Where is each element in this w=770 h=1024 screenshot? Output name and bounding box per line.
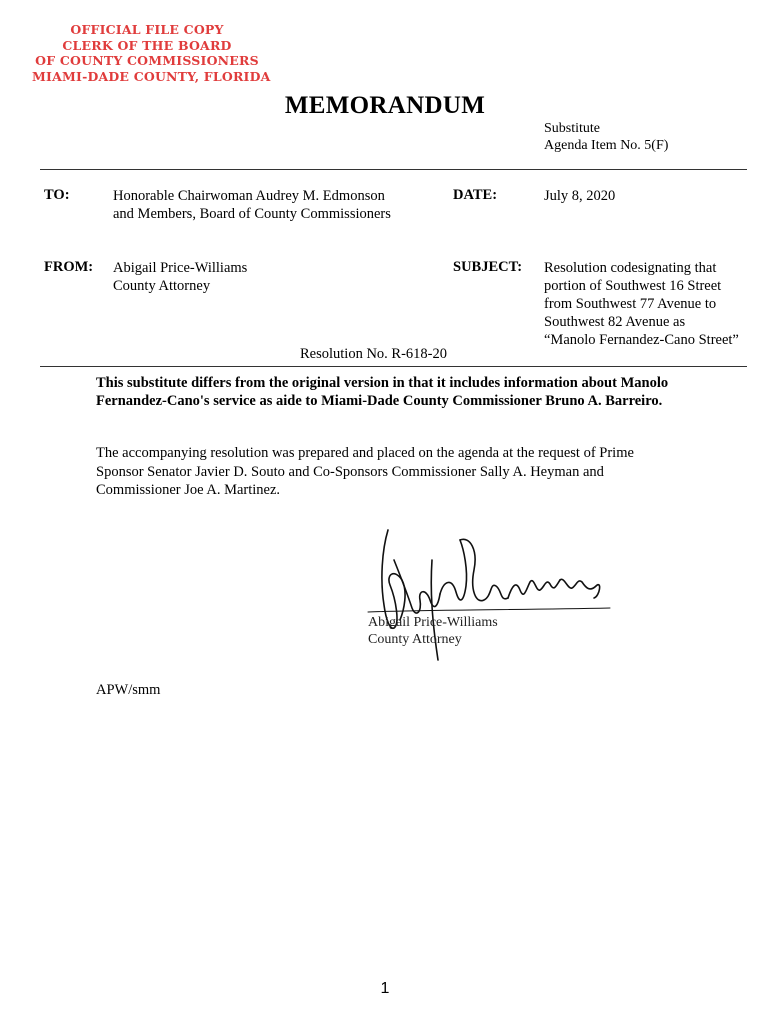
subject-label: SUBJECT: xyxy=(453,259,523,275)
signature-name: Abigail Price-Williams xyxy=(368,615,498,630)
to-line: and Members, Board of County Commissioners xyxy=(113,206,391,222)
subject-line: portion of Southwest 16 Street xyxy=(544,278,722,294)
stamp-line: MIAMI-DADE COUNTY, FLORIDA xyxy=(32,68,271,84)
from-label: FROM: xyxy=(44,259,94,275)
subject-line: from Southwest 77 Avenue to xyxy=(544,296,717,312)
to-line: Honorable Chairwoman Audrey M. Edmonson xyxy=(113,188,385,204)
header-divider xyxy=(40,169,747,170)
memo-title: MEMORANDUM xyxy=(284,92,486,119)
to-recipients xyxy=(113,187,391,223)
substitute-label: Substitute xyxy=(544,121,601,136)
page-number: 1 xyxy=(380,980,390,997)
subject-line: “Manolo Fernandez-Cano Street” xyxy=(544,332,739,348)
stamp-line: CLERK OF THE BOARD xyxy=(62,37,232,53)
stamp-line: OFFICIAL FILE COPY xyxy=(70,22,224,37)
substitute-note: This substitute differs from the original version in that it includes information about Manolo Fernandez-Cano's service as aide to Miami-Dade County Commissioner Bruno A. Barreiro. xyxy=(96,375,669,409)
date-label: DATE: xyxy=(453,187,498,203)
from-sender xyxy=(113,259,247,295)
body-divider xyxy=(40,366,747,367)
body-paragraph: The accompanying resolution was prepared and placed on the agenda at the request of Prime Sponsor Senator Javier D. Souto and Co-Sponsors Commissioner Sally A. Heyman and Commissioner Joe A. Martinez. xyxy=(96,445,634,498)
agenda-item-reference xyxy=(544,120,668,154)
from-line: Abigail Price-Williams xyxy=(113,260,248,276)
signature-title: County Attorney xyxy=(368,632,462,647)
subject-line: Resolution codesignating that xyxy=(544,260,717,276)
agenda-item-number: Agenda Item No. 5(F) xyxy=(544,138,669,153)
official-file-copy-stamp xyxy=(32,22,271,84)
subject-text xyxy=(544,259,739,349)
to-label: TO: xyxy=(44,187,70,203)
typist-initials: APW/smm xyxy=(96,682,161,698)
resolution-number: Resolution No. R-618-20 xyxy=(300,346,448,362)
from-line: County Attorney xyxy=(113,278,211,294)
subject-line: Southwest 82 Avenue as xyxy=(544,314,686,330)
stamp-line: OF COUNTY COMMISSIONERS xyxy=(35,53,259,68)
date-value: July 8, 2020 xyxy=(544,188,616,204)
